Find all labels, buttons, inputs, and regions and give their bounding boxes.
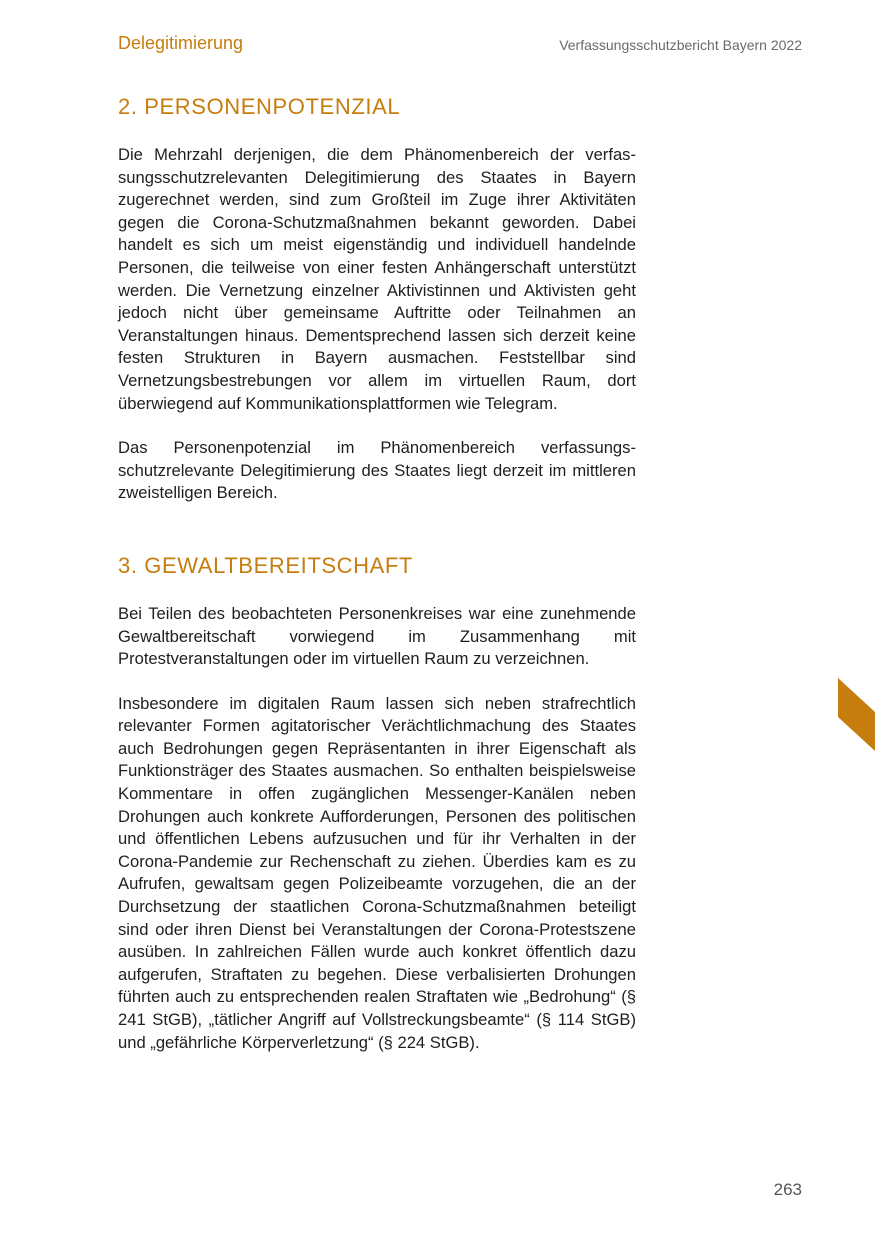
section-heading-gewaltbereitschaft: 3. GEWALTBEREITSCHAFT bbox=[118, 552, 413, 578]
paragraph: Insbesondere im digitalen Raum lassen sich neben strafrechtlich relevanter Formen agitatorischer Verächtlichmachung des Staates auch Bedrohungen gegen Repräsentanten in ihrer Eigenschaft als Funktionsträger des Staates ausmachen. So enthalten beispielsweise Kommentare in offen zugänglichen Messenger-Kanälen neben Drohungen auch konkrete Aufforderungen, Personen des politischen und öffentlichen Lebens aufzusuchen und für ihr Verhalten in der Corona-Pandemie zur Rechenschaft zu ziehen. Überdies kam es zu Aufrufen, gewaltsam gegen Polizeibeamte vorzugehen, die an der Durchsetzung der staatlichen Corona-Schutzmaßnahmen beteiligt sind oder ihren Dienst bei Veranstaltungen der Corona-Protestszene ausüben. In zahlreichen Fällen wurde auch konkret öffentlich dazu aufgerufen, Straftaten zu begehen. Diese verbalisierten Drohungen führten auch zu entsprechenden realen Straftaten wie „Bedrohung“ (§ 241 StGB), „tätlicher Angriff auf Vollstreckungsbeamte“ (§ 114 StGB) und „gefährliche Körperverletzung“ (§ 224 StGB). bbox=[118, 693, 636, 1052]
paragraph: Bei Teilen des beobachteten Personenkreises war eine zunehmende Gewaltbereitschaft vorwiegend im Zusammenhang mit Protestveranstaltungen oder im virtuellen Raum zu verzeichnen. bbox=[118, 603, 636, 669]
running-head-publication: Verfassungsschutzbericht Bayern 2022 bbox=[559, 37, 802, 53]
section-heading-personenpotenzial: 2. PERSONENPOTENZIAL bbox=[118, 94, 401, 119]
main-content bbox=[118, 92, 636, 1054]
paragraph: Die Mehrzahl derjenigen, die dem Phänomenbereich der verfassungsschutzrelevanten Delegitimierung des Staates in Bayern zugerechnet werden, sind zum Großteil im Zuge ihrer Aktivitäten gegen die Corona-Schutzmaßnahmen bekannt geworden. Dabei handelt es sich um meist eigenständig und individuell handelnde Personen, die teilweise von einer festen Anhängerschaft unterstützt werden. Die Vernetzung einzelner Aktivistinnen und Aktivisten geht jedoch nicht über gemeinsame Auftritte oder Teilnahmen an Veranstaltungen hinaus. Dementsprechend lassen sich derzeit keine festen Strukturen in Bayern ausmachen. Feststellbar sind Vernetzungsbestrebungen vor allem im virtuellen Raum, dort überwiegend auf Kommunikationsplattformen wie Telegram. bbox=[118, 145, 636, 413]
page-number: 263 bbox=[773, 1180, 802, 1199]
paragraph: Das Personenpotenzial im Phänomenbereich verfassungsschutzrelevante Delegitimierung des Staates liegt derzeit im mittleren zweistelligen Bereich. bbox=[118, 438, 636, 503]
running-head-section: Delegitimierung bbox=[118, 33, 244, 53]
chapter-tab-marker bbox=[838, 678, 875, 751]
